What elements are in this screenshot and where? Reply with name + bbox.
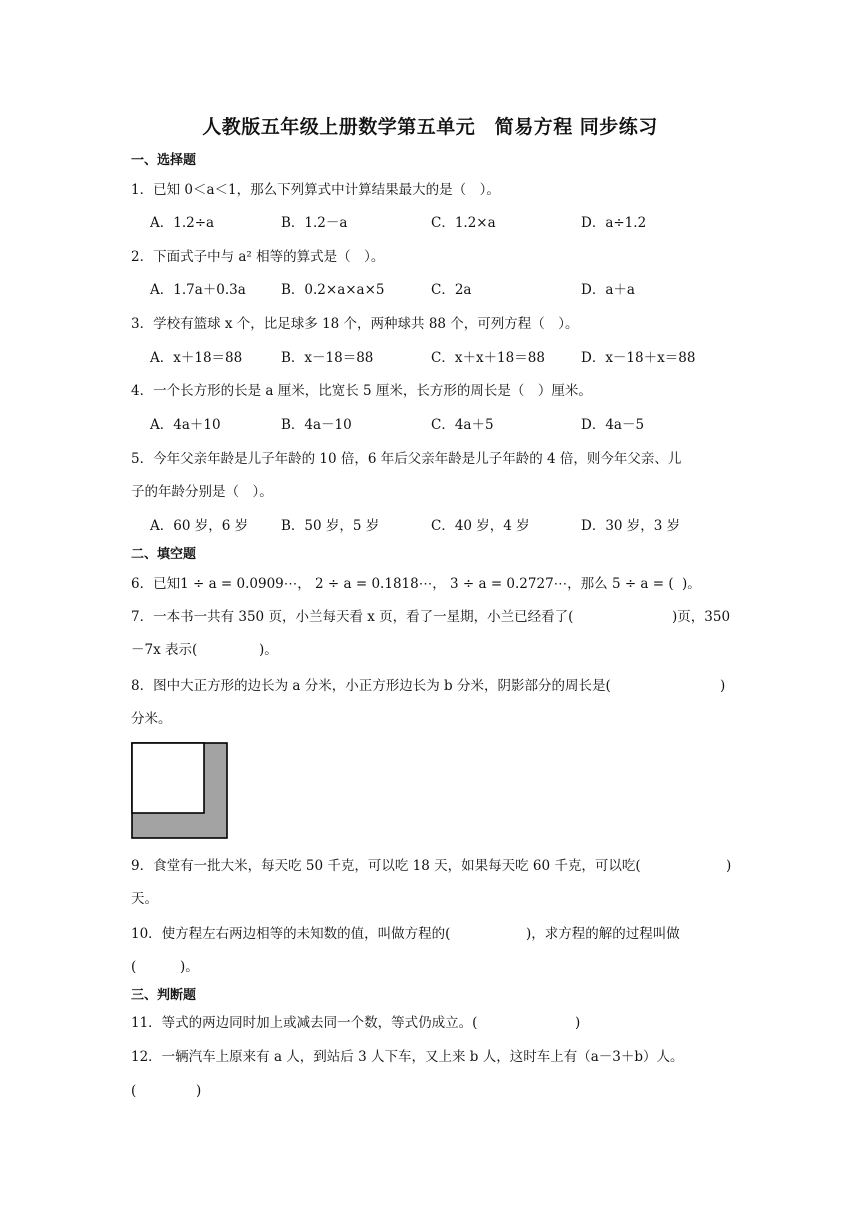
question-5-stem-line2: 子的年龄分别是（ ）。: [131, 484, 273, 500]
section-heading-judge: 三、判断题: [131, 988, 197, 1003]
q4-option-d: D．4a－5: [581, 417, 645, 433]
question-2-stem: 2．下面式子中与 a² 相等的算式是（ ）。: [131, 249, 385, 265]
question-10-line1-mid: )，求方程的解的过程叫做: [526, 926, 680, 942]
question-9-line1-close: ): [726, 858, 732, 874]
q1-option-d: D．a÷1.2: [581, 215, 647, 231]
question-7-line1-close: )页，350: [672, 609, 731, 625]
q5-option-b: B．50 岁，5 岁: [281, 518, 380, 534]
question-6-close: )。: [682, 576, 701, 592]
question-7-line2-close: )。: [259, 642, 278, 658]
q3-option-d: D．x－18＋x＝88: [581, 350, 696, 366]
q3-option-b: B．x－18＝88: [281, 350, 374, 366]
q2-option-c: C．2a: [431, 282, 472, 298]
q3-option-a: A．x＋18＝88: [150, 350, 243, 366]
q2-option-a: A．1.7a＋0.3a: [150, 282, 246, 298]
section-heading-choice: 一、选择题: [131, 153, 197, 168]
q5-option-d: D．30 岁，3 岁: [581, 518, 681, 534]
question-8-line2: 分米。: [131, 711, 172, 727]
q2-option-b: B．0.2×a×a×5: [281, 282, 385, 298]
question-10-line2-close: )。: [180, 959, 199, 975]
question-12-open: (: [131, 1083, 137, 1099]
question-10-line1: 10．使方程左右两边相等的未知数的值，叫做方程的(: [131, 926, 451, 942]
q1-option-b: B．1.2－a: [281, 215, 348, 231]
question-4-stem: 4．一个长方形的长是 a 厘米，比宽长 5 厘米，长方形的周长是（ ）厘米。: [131, 383, 592, 399]
question-9-line2: 天。: [131, 891, 158, 907]
squares-figure: [131, 742, 228, 839]
question-12-close: ): [196, 1083, 202, 1099]
q5-option-a: A．60 岁，6 岁: [150, 518, 249, 534]
q1-option-c: C．1.2×a: [431, 215, 496, 231]
question-8-line1: 8．图中大正方形的边长为 a 分米，小正方形边长为 b 分米，阴影部分的周长是(: [131, 678, 611, 694]
q4-option-a: A．4a＋10: [150, 417, 221, 433]
question-3-stem: 3．学校有篮球 x 个，比足球多 18 个，两种球共 88 个，可列方程（ ）。: [131, 316, 579, 332]
small-square-white: [132, 743, 204, 813]
question-11-stem: 11．等式的两边同时加上或减去同一个数，等式仍成立。(: [131, 1015, 478, 1031]
q5-option-c: C．40 岁，4 岁: [431, 518, 530, 534]
question-11-close: ): [575, 1015, 581, 1031]
question-7-line2: －7x 表示(: [131, 642, 198, 658]
question-9-line1: 9．食堂有一批大米，每天吃 50 千克，可以吃 18 天，如果每天吃 60 千克，可以吃(: [131, 858, 641, 874]
question-10-line2-open: (: [131, 959, 137, 975]
question-12-stem: 12．一辆汽车上原来有 a 人，到站后 3 人下车，又上来 b 人，这时车上有（a－3＋b）人。: [131, 1049, 684, 1065]
question-1-stem: 1．已知 0＜a＜1，那么下列算式中计算结果最大的是（ ）。: [131, 182, 500, 198]
section-heading-fill: 二、填空题: [131, 547, 197, 562]
question-8-line1-close: ): [720, 678, 726, 694]
q4-option-b: B．4a－10: [281, 417, 352, 433]
q4-option-c: C．4a＋5: [431, 417, 494, 433]
q3-option-c: C．x＋x＋18＝88: [431, 350, 545, 366]
question-7-line1: 7．一本书一共有 350 页，小兰每天看 x 页，看了一星期，小兰已经看了(: [131, 609, 574, 625]
question-6-stem: 6．已知1 ÷ a = 0.0909⋯， 2 ÷ a = 0.1818⋯， 3 ÷ a = 0.2727⋯，那么 5 ÷ a = (: [131, 576, 674, 592]
page-title: 人教版五年级上册数学第五单元 简易方程 同步练习: [202, 116, 658, 138]
question-5-stem-line1: 5．今年父亲年龄是儿子年龄的 10 倍，6 年后父亲年龄是儿子年龄的 4 倍，则今年父亲、儿: [131, 451, 682, 467]
q1-option-a: A．1.2÷a: [150, 215, 215, 231]
q2-option-d: D．a＋a: [581, 282, 635, 298]
